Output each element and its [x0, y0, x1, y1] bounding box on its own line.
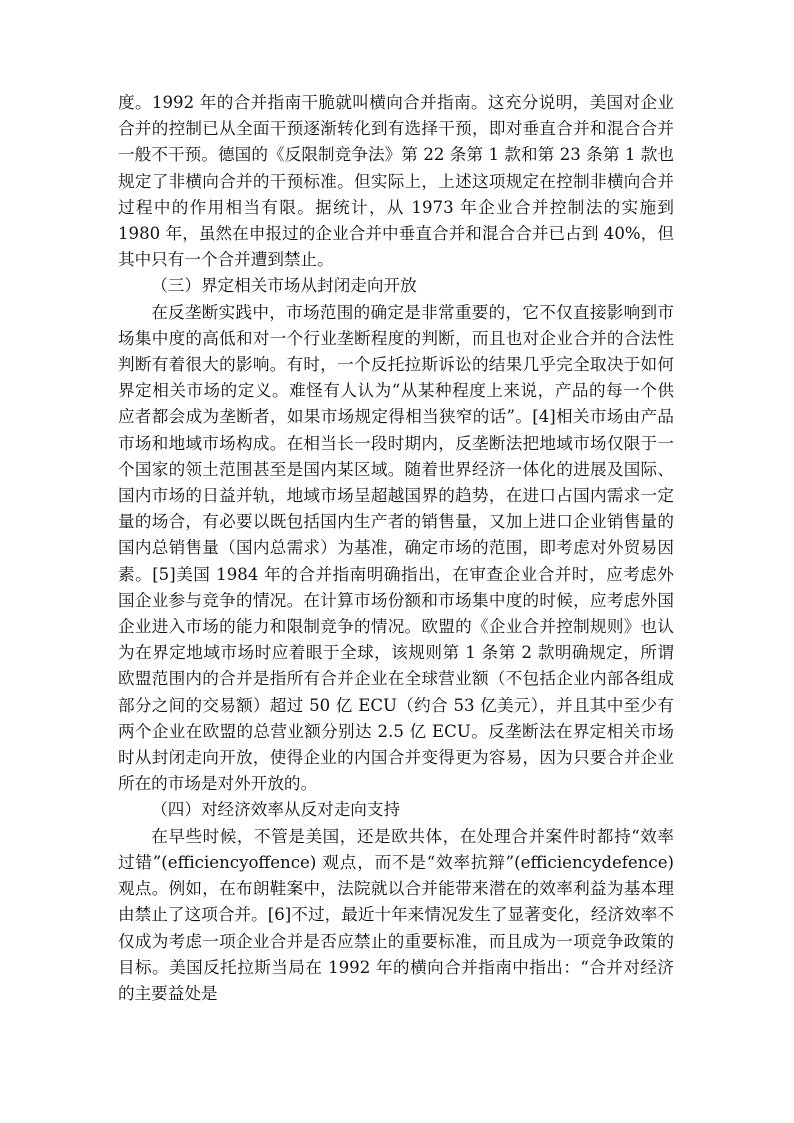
paragraph-merger-guidelines: 度。1992 年的合并指南干脆就叫横向合并指南。这充分说明，美国对企业合并的控制已从全面干预逐渐转化到有选择干预，即对垂直合并和混合合并一般不干预。德国的《反限制竞争法》第 22 条第 1 款和第 23 条第 1 款也规定了非横向合并的干预标准。但实际上，上述这项规定在控制非横向合并过程中的作用相当有限。据统计，从 1973 年企业合并控制法的实施到 1980 年，虽然在申报过的企业合并中垂直合并和混合合并已占到 40%，但其中只有一个合并遭到禁止。	[118, 93, 674, 270]
paragraph-economic-efficiency: 在早些时候，不管是美国，还是欧共体，在处理合并案件时都持“效率过错”(efficiencyoffence) 观点，而不是“效率抗辩”(efficiencydefence) 观点。例如，在布朗鞋案中，法院就以合并能带来潜在的效率利益为基本理由禁止了这项合并。[6]不过，最近十年来情况发生了显著变化，经济效率不仅成为考虑一项企业合并是否应禁止的重要标准，而且成为一项竞争政策的目标。美国反托拉斯当局在 1992 年的横向合并指南中指出：“合并对经济的主要益处是	[118, 826, 674, 1003]
document-page	[118, 90, 674, 1007]
section-heading-economic-efficiency: （四）对经济效率从反对走向支持	[151, 800, 401, 820]
paragraph-relevant-market: 在反垄断实践中，市场范围的确定是非常重要的，它不仅直接影响到市场集中度的高低和对一个行业垄断程度的判断，而且也对企业合并的合法性判断有着很大的影响。有时，一个反托拉斯诉讼的结果几乎完全取决于如何界定相关市场的定义。难怪有人认为“从某种程度上来说，产品的每一个供应者都会成为垄断者，如果市场规定得相当狭窄的话”。[4]相关市场由产品市场和地域市场构成。在相当长一段时期内，反垄断法把地域市场仅限于一个国家的领土范围甚至是国内某区域。随着世界经济一体化的进展及国际、国内市场的日益并轨，地域市场呈超越国界的趋势，在进口占国内需求一定量的场合，有必要以既包括国内生产者的销售量，又加上进口企业销售量的国内总销售量（国内总需求）为基准，确定市场的范围，即考虑对外贸易因素。[5]美国 1984 年的合并指南明确指出，在审查企业合并时，应考虑外国企业参与竞争的情况。在计算市场份额和市场集中度的时候，应考虑外国企业进入市场的能力和限制竞争的情况。欧盟的《企业合并控制规则》也认为在界定地域市场时应着眼于全球，该规则第 1 条第 2 款明确规定，所谓欧盟范围内的合并是指所有合并企业在全球营业额（不包括企业内部各组成部分之间的交易额）超过 50 亿 ECU（约合 53 亿美元），并且其中至少有两个企业在欧盟的总营业额分别达 2.5 亿 ECU。反垄断法在界定相关市场时从封闭走向开放，使得企业的内国合并变得更为容易，因为只要合并企业所在的市场是对外开放的。	[118, 302, 674, 794]
section-heading-relevant-market: （三）界定相关市场从封闭走向开放	[151, 276, 417, 296]
